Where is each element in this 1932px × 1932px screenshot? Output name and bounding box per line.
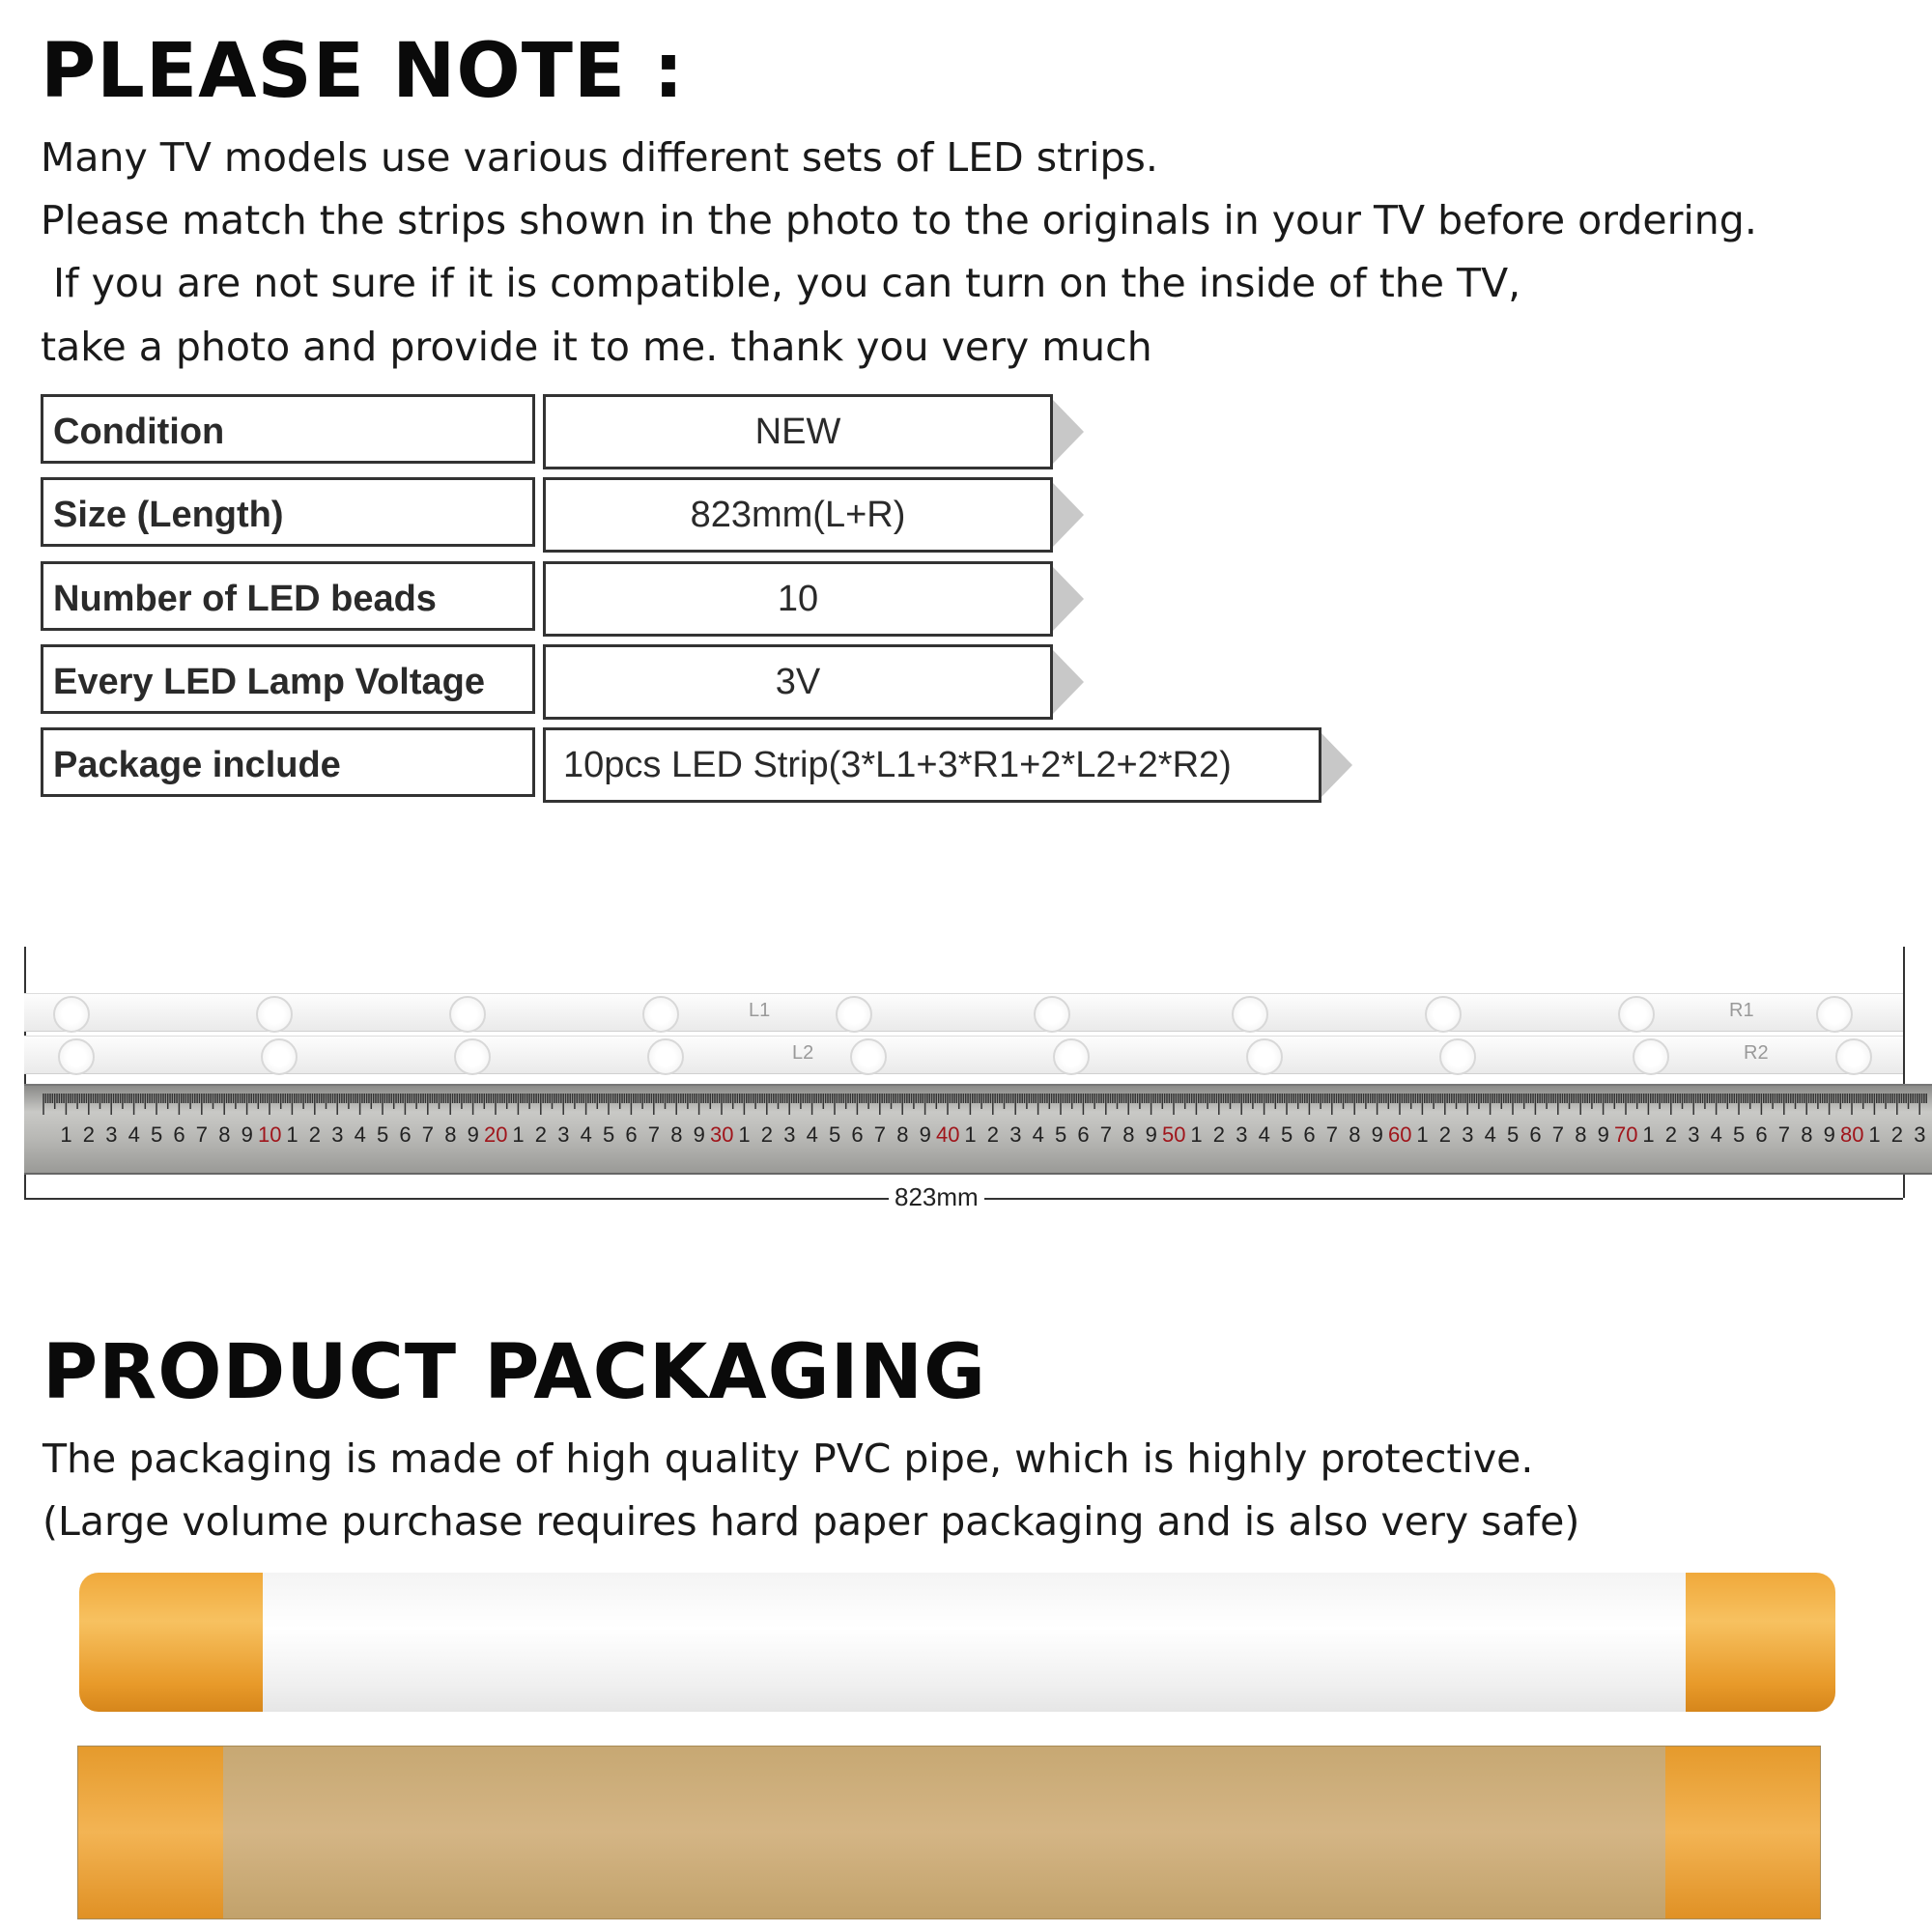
ruler-tick-label: 1 [1416,1122,1429,1147]
ruler-tick-label: 7 [1551,1122,1565,1147]
ruler-tick-label: 2 [1664,1122,1678,1147]
ruler-tick-label: 6 [1303,1122,1316,1147]
ruler-tick-label: 9 [241,1122,253,1147]
ruler-tick-label: 3 [1688,1122,1700,1147]
ruler-tick-label: 2 [308,1122,322,1147]
ruler-tick-label: 2 [534,1122,548,1147]
ruler-tick-label: 9 [1823,1122,1835,1147]
ruler-tick-label: 3 [1914,1122,1926,1147]
ruler-tick-label: 8 [1122,1122,1135,1147]
ruler-tick-label: 9 [467,1122,479,1147]
led-lens-icon [53,996,90,1033]
arrow-icon [1053,567,1084,631]
ruler-tick-label: 40 [936,1122,960,1147]
ruler-tick-label: 50 [1162,1122,1186,1147]
ruler-tick-label: 30 [710,1122,734,1147]
led-lens-icon [1232,996,1268,1033]
ruler-tick-label: 70 [1614,1122,1638,1147]
ruler-tick-label: 5 [1733,1122,1746,1147]
note-line-4: take a photo and provide it to me. thank you very much [41,324,1152,370]
note-line-2: Please match the strips shown in the photo to the originals in your TV before ordering. [41,197,1757,243]
ruler-tick-label: 5 [1281,1122,1293,1147]
ruler-tick-label: 3 [557,1122,570,1147]
led-lens-icon [642,996,679,1033]
spec-label: Condition [41,394,535,464]
strip-label-r1: R1 [1729,1000,1754,1021]
note-line-1: Many TV models use various different sets of LED strips. [41,134,1158,181]
ruler-tick-label: 1 [964,1122,977,1147]
ruler-tick-label: 8 [1801,1122,1813,1147]
spec-value: 823mm(L+R) [543,477,1053,553]
led-strip-bottom [24,1036,1903,1074]
led-lens-icon [58,1038,95,1075]
tape-end-left [79,1573,263,1712]
measuring-ruler [24,1084,1932,1175]
spec-label: Package include [41,727,535,797]
ruler-tick-label: 6 [1077,1122,1090,1147]
ruler-tick-label: 10 [258,1122,282,1147]
ruler-tick-label: 9 [919,1122,931,1147]
ruler-tick-label: 6 [399,1122,412,1147]
ruler-tick-label: 2 [1212,1122,1226,1147]
led-lens-icon [1246,1038,1283,1075]
ruler-tick-label: 80 [1840,1122,1864,1147]
ruler-tick-label: 6 [1529,1122,1542,1147]
ruler-tick-label: 2 [760,1122,774,1147]
spec-label: Size (Length) [41,477,535,547]
ruler-tick-label: 7 [1777,1122,1791,1147]
ruler-tick-label: 3 [1236,1122,1248,1147]
spec-label: Number of LED beads [41,561,535,631]
ruler-tick-label: 3 [1462,1122,1474,1147]
led-lens-icon [1439,1038,1476,1075]
cardboard-package [77,1746,1821,1919]
spec-value: 3V [543,644,1053,720]
ruler-tick-label: 6 [851,1122,864,1147]
led-lens-icon [1618,996,1655,1033]
ruler-tick-label: 5 [1507,1122,1520,1147]
ruler-tick-label: 3 [783,1122,796,1147]
ruler-tick-label: 9 [1145,1122,1157,1147]
packaging-line-1: The packaging is made of high quality PVC pipe, which is highly protective. [43,1435,1534,1482]
led-lens-icon [454,1038,491,1075]
ruler-tick-label: 8 [444,1122,457,1147]
ruler-tick-label: 7 [1325,1122,1339,1147]
spec-value: 10 [543,561,1053,637]
led-lens-icon [1835,1038,1872,1075]
arrow-icon [1053,483,1084,547]
ruler-tick-label: 2 [1890,1122,1904,1147]
packaging-line-2: (Large volume purchase requires hard paper packaging and is also very safe) [43,1498,1580,1545]
ruler-tick-label: 4 [1710,1122,1722,1147]
ruler-tick-label: 5 [829,1122,841,1147]
ruler-tick-label: 2 [986,1122,1000,1147]
ruler-tick-label: 1 [60,1122,72,1147]
ruler-tick-label: 8 [1349,1122,1361,1147]
ruler-tick-label: 9 [693,1122,705,1147]
ruler-tick-label: 8 [1575,1122,1587,1147]
led-strip-top [24,993,1903,1032]
ruler-tick-label: 3 [1009,1122,1022,1147]
box-tape-left [78,1747,223,1918]
led-lens-icon [850,1038,887,1075]
ruler-tick-label: 1 [1190,1122,1203,1147]
ruler-tick-label: 1 [512,1122,525,1147]
ruler-tick-label: 7 [195,1122,209,1147]
spec-value: 10pcs LED Strip(3*L1+3*R1+2*L2+2*R2) [543,727,1321,803]
ruler-tick-label: 20 [484,1122,508,1147]
packaging-title: PRODUCT PACKAGING [43,1329,986,1416]
ruler-tick-label: 6 [1755,1122,1768,1147]
led-lens-icon [1053,1038,1090,1075]
ruler-tick-label: 4 [1032,1122,1044,1147]
ruler-tick-label: 1 [1868,1122,1881,1147]
ruler-tick-label: 5 [377,1122,389,1147]
arrow-icon [1053,400,1084,464]
led-lens-icon [836,996,872,1033]
ruler-tick-label: 6 [625,1122,638,1147]
ruler-tick-label: 9 [1371,1122,1383,1147]
ruler-tick-label: 4 [1258,1122,1270,1147]
ruler-tick-label: 5 [603,1122,615,1147]
dimension-label: 823mm [889,1182,984,1212]
led-lens-icon [449,996,486,1033]
ruler-tick-label: 3 [331,1122,344,1147]
ruler-tick-label: 1 [738,1122,751,1147]
led-lens-icon [1816,996,1853,1033]
ruler-tick-label: 60 [1388,1122,1412,1147]
strip-label-l2: L2 [792,1042,814,1064]
ruler-tick-label: 4 [806,1122,818,1147]
led-lens-icon [647,1038,684,1075]
box-tape-right [1665,1747,1820,1918]
ruler-tick-label: 4 [580,1122,592,1147]
ruler-tick-label: 4 [1484,1122,1496,1147]
ruler-tick-label: 4 [128,1122,140,1147]
ruler-tick-label: 2 [1438,1122,1452,1147]
led-lens-icon [261,1038,298,1075]
note-line-3: If you are not sure if it is compatible, you can turn on the inside of the TV, [41,260,1521,306]
ruler-tick-label: 3 [105,1122,118,1147]
arrow-icon [1321,733,1352,797]
ruler-tick-label: 8 [896,1122,909,1147]
led-lens-icon [1425,996,1462,1033]
spec-value: NEW [543,394,1053,469]
pvc-pipe-package [79,1573,1835,1712]
ruler-tick-label: 1 [1642,1122,1655,1147]
led-lens-icon [1633,1038,1669,1075]
ruler-tick-label: 4 [354,1122,366,1147]
ruler-tick-label: 7 [421,1122,435,1147]
ruler-tick-label: 6 [173,1122,185,1147]
spec-label: Every LED Lamp Voltage [41,644,535,714]
ruler-tick-label: 5 [1055,1122,1067,1147]
ruler-tick-label: 9 [1597,1122,1609,1147]
ruler-tick-label: 7 [1099,1122,1113,1147]
arrow-icon [1053,650,1084,714]
ruler-tick-label: 5 [151,1122,163,1147]
ruler-tick-label: 7 [647,1122,661,1147]
strip-label-r2: R2 [1744,1042,1769,1064]
strip-label-l1: L1 [749,1000,771,1021]
ruler-tick-label: 1 [286,1122,298,1147]
ruler-tick-label: 7 [873,1122,887,1147]
led-lens-icon [1034,996,1070,1033]
ruler-tick-label: 8 [670,1122,683,1147]
ruler-ticks [24,1086,1932,1173]
ruler-tick-label: 2 [82,1122,96,1147]
led-lens-icon [256,996,293,1033]
note-title: PLEASE NOTE : [41,28,685,115]
ruler-tick-label: 8 [218,1122,231,1147]
tape-end-right [1686,1573,1835,1712]
